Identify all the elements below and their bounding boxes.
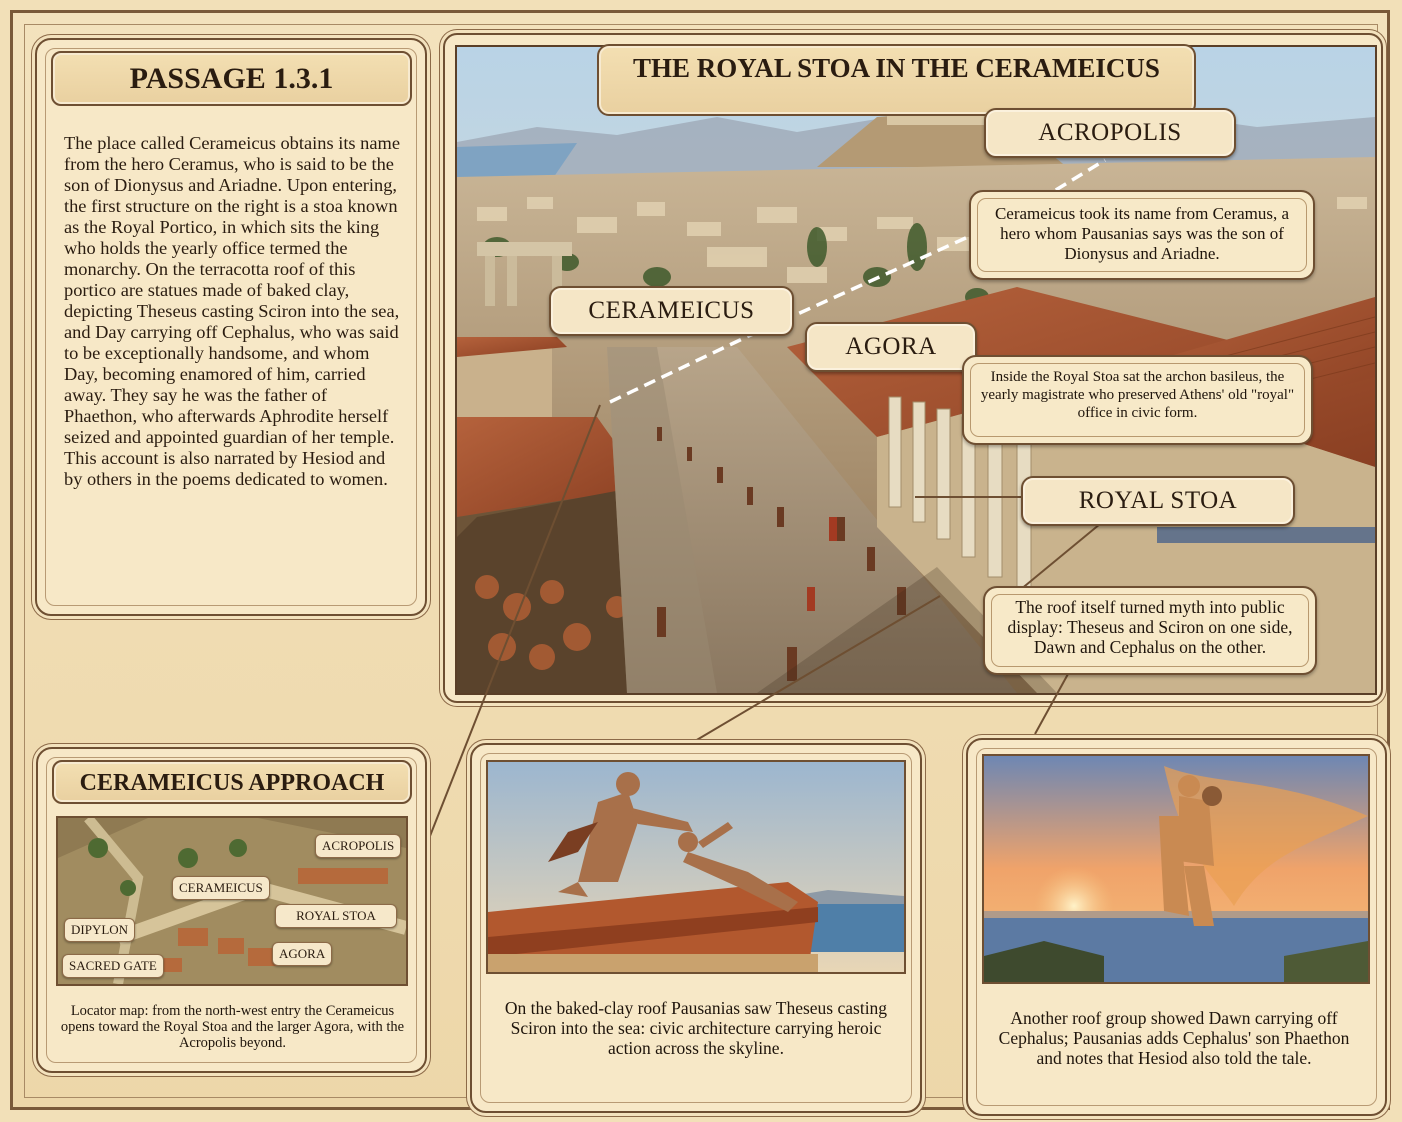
map-caption: Locator map: from the north-west entry the Cerameicus opens toward the Royal Stoa and the larger Agora, with the Acropolis beyond. (60, 1003, 405, 1051)
callout-roof: The roof itself turned myth into public display: Theseus and Sciron on one side, Dawn and Cephalus on the other. (983, 586, 1317, 675)
callout-name-origin: Cerameicus took its name from Ceramus, a hero whom Pausanias says was the son of Dionysus and Ariadne. (969, 190, 1315, 280)
dawn-cephalus-image (982, 754, 1370, 984)
scene-title: THE ROYAL STOA IN THE CERAMEICUS (597, 44, 1196, 116)
label-cerameicus: CERAMEICUS (549, 286, 794, 336)
label-agora: AGORA (805, 322, 977, 372)
label-royal-stoa: ROYAL STOA (1021, 476, 1295, 526)
passage-title: PASSAGE 1.3.1 (51, 51, 412, 106)
label-acropolis: ACROPOLIS (984, 108, 1236, 158)
passage-text: The place called Cerameicus obtains its name from the hero Ceramus, who is said to be the son of Dionysus and Ariadne. Upon entering, the first structure on the right is a stoa known as the Royal Portico, in which sits the king who holds the yearly office termed the monarchy. On the terracotta roof of this portico are statues made of baked clay, depicting Theseus casting Sciron into the sea, and Day carrying off Cephalus, who was said to be exceptionally handsome, and whom Day, becoming enamored of him, carried away. They say he was the father of Phaethon, who afterwards Aphrodite herself seized and appointed guardian of her temple. This account is also narrated by Hesiod and by others in the poems dedicated to women. (64, 133, 401, 489)
map-tag-dipylon: DIPYLON (64, 918, 135, 942)
map-title: CERAMEICUS APPROACH (52, 760, 412, 804)
theseus-sciron-image (486, 760, 906, 974)
map-tag-agora: AGORA (272, 942, 332, 966)
dawn-caption: Another roof group showed Dawn carrying off Cephalus; Pausanias adds Cephalus' son Phaethon and notes that Hesiod also told the tale. (998, 1008, 1350, 1068)
map-tag-cerameicus: CERAMEICUS (172, 876, 270, 900)
theseus-caption: On the baked-clay roof Pausanias saw Theseus casting Sciron into the sea: civic architecture carrying heroic action across the skyline. (504, 998, 888, 1058)
map-tag-acropolis: ACROPOLIS (315, 834, 401, 858)
callout-archon: Inside the Royal Stoa sat the archon basileus, the yearly magistrate who preserved Athens' old "royal" office in civic form. (962, 355, 1313, 445)
map-tag-royal-stoa: ROYAL STOA (275, 904, 397, 928)
map-tag-sacred-gate: SACRED GATE (62, 954, 164, 978)
